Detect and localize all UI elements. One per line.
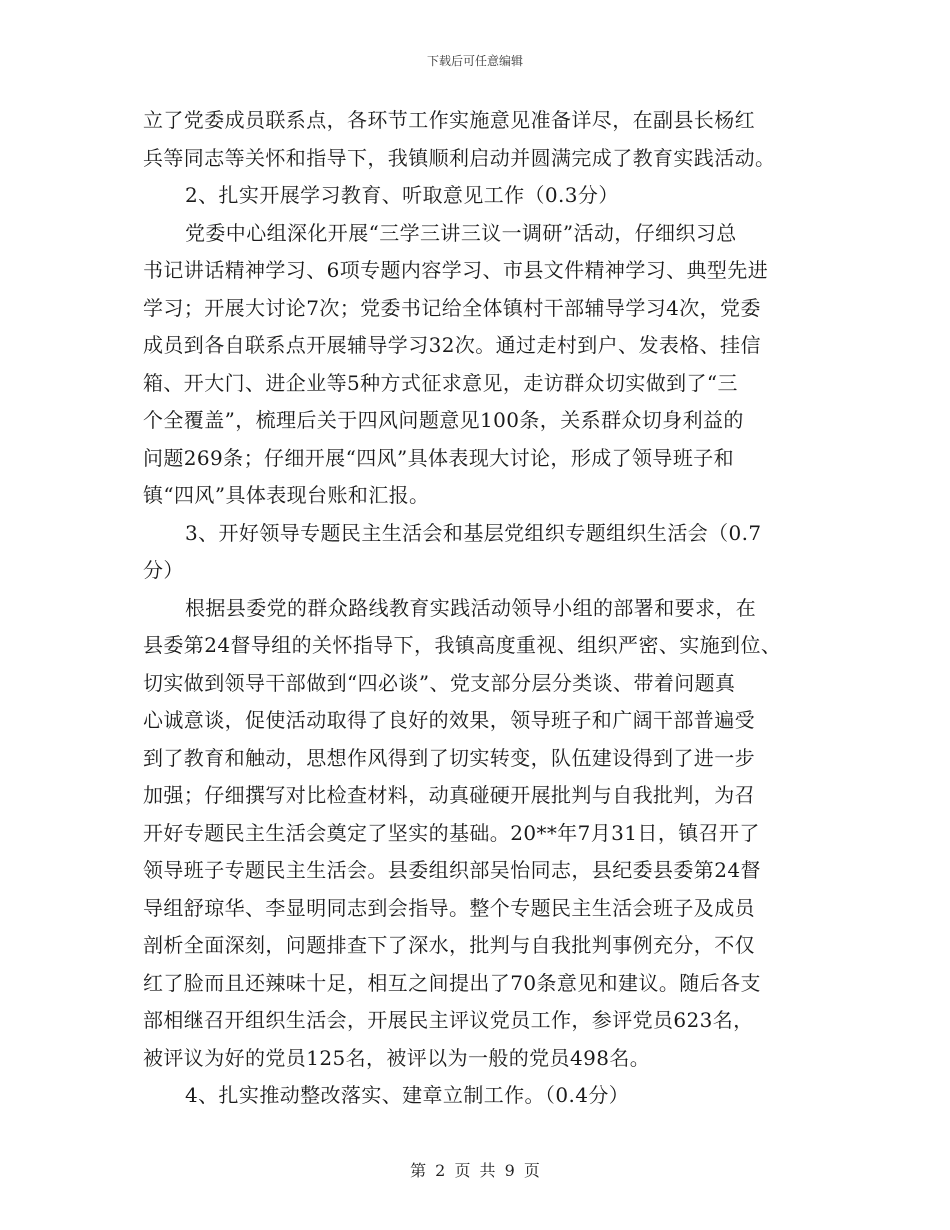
page-header: 下载后可任意编辑 [426, 54, 523, 68]
text-line: 箱、开大门、进企业等5种方式征求意见，走访群众切实做到了“三 [143, 370, 738, 395]
text-line: 3、开好领导专题民主生活会和基层党组织专题组织生活会（0.7 [185, 520, 762, 545]
text-line: 切实做到领导干部做到“四必谈”、党支部分层分类谈、带着问题真 [143, 670, 736, 695]
text-line: 2、扎实开展学习教育、听取意见工作（0.3分） [185, 183, 619, 207]
text-line: 根据县委党的群众路线教育实践活动领导小组的部署和要求，在 [185, 595, 757, 620]
text-line: 书记讲话精神学习、6项专题内容学习、市县文件精神学习、典型先进 [143, 258, 769, 282]
text-line: 到了教育和触动，思想作风得到了切实转变，队伍建设得到了进一步 [143, 745, 755, 770]
page-footer: 第 2 页 共 9 页 [410, 1161, 540, 1180]
document-body [143, 102, 815, 1115]
text-line: 问题269条；仔细开展“四风”具体表现大讨论，形成了领导班子和 [143, 445, 735, 470]
text-line: 分） [143, 558, 184, 582]
text-line: 4、扎实推动整改落实、建章立制工作。（0.4分） [185, 1083, 630, 1107]
text-line: 镇“四风”具体表现台账和汇报。 [143, 483, 430, 507]
text-line: 被评议为好的党员125名，被评以为一般的党员498名。 [143, 1045, 651, 1070]
text-line: 兵等同志等关怀和指导下，我镇顺利启动并圆满完成了教育实践活动。 [143, 145, 776, 170]
text-line: 成员到各自联系点开展辅导学习32次。通过走村到户、发表格、挂信 [143, 333, 761, 357]
text-line: 县委第24督导组的关怀指导下，我镇高度重视、组织严密、实施到位、 [143, 633, 782, 657]
text-line: 学习；开展大讨论7次；党委书记给全体镇村干部辅导学习4次，党委 [143, 295, 761, 320]
text-line: 心诚意谈，促使活动取得了良好的效果，领导班子和广阔干部普遍受 [143, 708, 755, 732]
text-line: 红了脸而且还辣味十足，相互之间提出了70条意见和建议。随后各支 [143, 970, 761, 995]
text-line: 立了党委成员联系点，各环节工作实施意见准备详尽，在副县长杨红 [143, 108, 755, 132]
text-line: 领导班子专题民主生活会。县委组织部吴怡同志，县纪委县委第24督 [143, 858, 761, 882]
text-line: 开好专题民主生活会奠定了坚实的基础。20**年7月31日，镇召开了 [143, 820, 760, 845]
text-line: 部相继召开组织生活会，开展民主评议党员工作，参评党员623名， [143, 1008, 754, 1032]
text-line: 加强；仔细撰写对比检查材料，动真碰硬开展批判与自我批判，为召 [143, 783, 755, 807]
text-line: 党委中心组深化开展“三学三讲三议一调研”活动，仔细织习总 [185, 220, 737, 245]
text-line: 剖析全面深刻，问题排查下了深水，批判与自我批判事例充分，不仅 [143, 933, 755, 957]
text-line: 导组舒琼华、李显明同志到会指导。整个专题民主生活会班子及成员 [143, 895, 755, 920]
text-line: 个全覆盖”，梳理后关于四风问题意见100条，关系群众切身利益的 [143, 408, 744, 432]
